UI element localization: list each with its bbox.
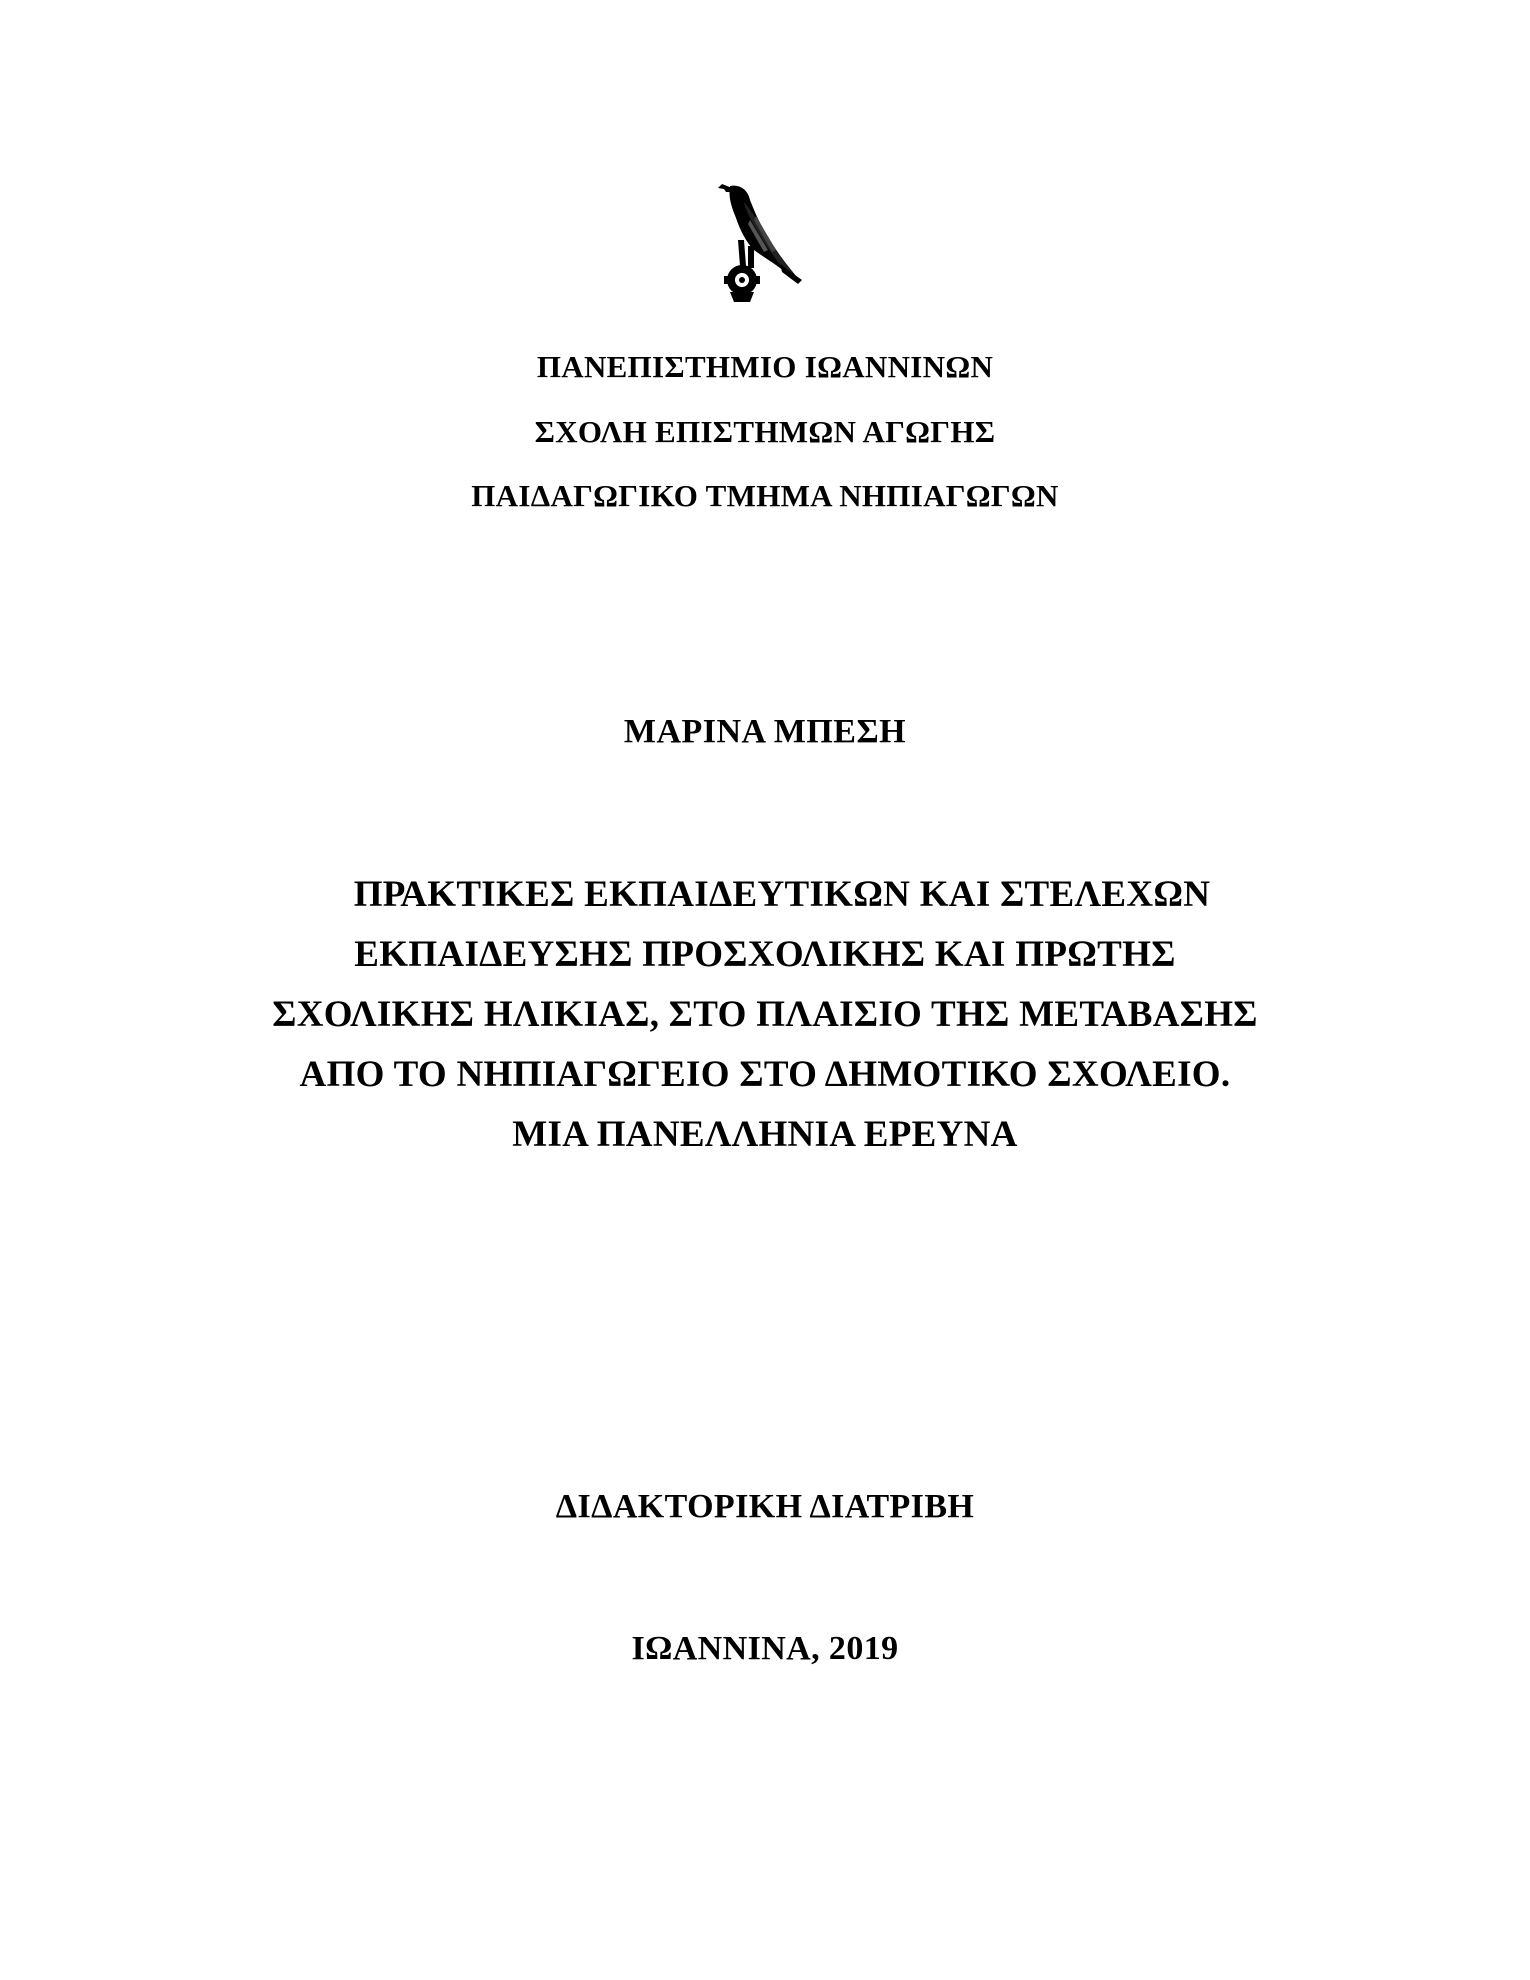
thesis-title-line: ΠΡΑΚΤΙΚΕΣ ΕΚΠΑΙΔΕΥΤΙΚΩΝ ΚΑΙ ΣΤΕΛΕΧΩΝ xyxy=(353,874,1211,915)
thesis-title xyxy=(0,865,1530,1165)
author-name: ΜΑΡΙΝΑ ΜΠΕΣΗ xyxy=(623,713,907,750)
university-name: ΠΑΝΕΠΙΣΤΗΜΙΟ ΙΩΑΝΝΙΝΩΝ xyxy=(536,349,994,384)
thesis-title-line: ΑΠΟ ΤΟ ΝΗΠΙΑΓΩΓΕΙΟ ΣΤΟ ΔΗΜΟΤΙΚΟ ΣΧΟΛΕΙΟ. xyxy=(299,1054,1231,1095)
thesis-title-line: ΕΚΠΑΙΔΕΥΣΗΣ ΠΡΟΣΧΟΛΙΚΗΣ ΚΑΙ ΠΡΩΤΗΣ xyxy=(354,934,1176,975)
degree-type: ΔΙΔΑΚΤΟΡΙΚΗ ΔΙΑΤΡΙΒΗ xyxy=(555,1488,975,1525)
place-and-year: ΙΩΑΝΝΙΝΑ, 2019 xyxy=(631,1630,899,1667)
thesis-title-line: ΜΙΑ ΠΑΝΕΛΛΗΝΙΑ ΕΡΕΥΝΑ xyxy=(512,1114,1018,1155)
thesis-title-line: ΣΧΟΛΙΚΗΣ ΗΛΙΚΙΑΣ, ΣΤΟ ΠΛΑΙΣΙΟ ΤΗΣ ΜΕΤΑΒΑΣΗΣ xyxy=(272,994,1258,1035)
eagle-emblem-icon xyxy=(710,180,810,305)
department-name: ΠΑΙΔΑΓΩΓΙΚΟ ΤΜΗΜΑ ΝΗΠΙΑΓΩΓΩΝ xyxy=(471,478,1059,513)
school-name: ΣΧΟΛΗ ΕΠΙΣΤΗΜΩΝ ΑΓΩΓΗΣ xyxy=(534,414,996,449)
